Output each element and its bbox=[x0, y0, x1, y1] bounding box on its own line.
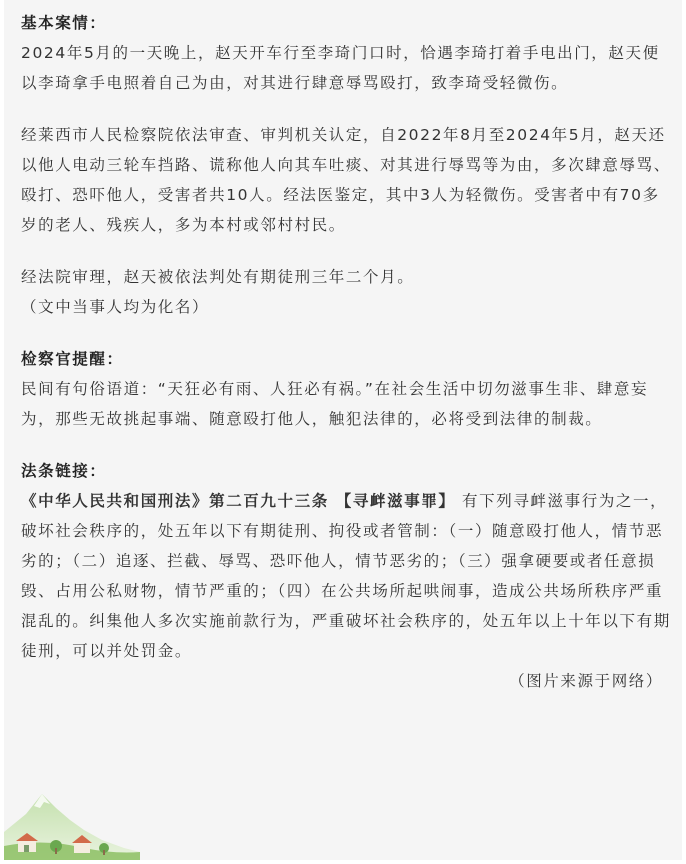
law-heading: 法条链接： bbox=[21, 462, 107, 480]
image-source-note: （图片来源于网络） bbox=[509, 672, 663, 690]
article-card bbox=[4, 0, 682, 860]
case-paragraph-3: 经法院审理，赵天被依法判处有期徒刑三年二个月。 bbox=[21, 268, 415, 286]
case-note: （文中当事人均为化名） bbox=[21, 298, 210, 316]
mountain-village-illustration bbox=[4, 786, 140, 860]
case-heading: 基本案情： bbox=[21, 14, 107, 32]
reminder-heading: 检察官提醒： bbox=[21, 350, 124, 368]
case-paragraph-2: 经莱西市人民检察院依法审查、审判机关认定，自2022年8月至2024年5月，赵天还以他人电动三轮车挡路、谎称他人向其车吐痰、对其进行辱骂等为由，多次肆意辱骂、殴打、恐吓他人，受害者共10人。经法医鉴定，其中3人为轻微伤。受害者中有70多岁的老人、残疾人，多为本村或邻村村民。 bbox=[21, 126, 671, 234]
case-paragraph-1: 2024年5月的一天晚上，赵天开车行至李琦门口时，恰遇李琦打着手电出门，赵天便以李琦拿手电照着自己为由，对其进行肆意辱骂殴打，致李琦受轻微伤。 bbox=[21, 44, 660, 92]
law-title: 《中华人民共和国刑法》第二百九十三条 【寻衅滋事罪】 bbox=[21, 492, 456, 510]
law-text: 有下列寻衅滋事行为之一，破坏社会秩序的，处五年以下有期徒刑、拘役或者管制：（一）随意殴打他人，情节恶劣的；（二）追逐、拦截、辱骂、恐吓他人，情节恶劣的；（三）强拿硬要或者任意损毁、占用公私财物，情节严重的；（四）在公共场所起哄闹事，造成公共场所秩序严重混乱的。纠集他人多次实施前款行为，严重破坏社会秩序的，处五年以上十年以下有期徒刑，可以并处罚金。 bbox=[21, 492, 671, 660]
law-paragraph bbox=[21, 486, 671, 666]
reminder-text: 民间有句俗语道：“天狂必有雨、人狂必有祸。”在社会生活中切勿滋事生非、肆意妄为，那些无故挑起事端、随意殴打他人，触犯法律的，必将受到法律的制裁。 bbox=[21, 380, 649, 428]
article-content bbox=[21, 8, 671, 696]
